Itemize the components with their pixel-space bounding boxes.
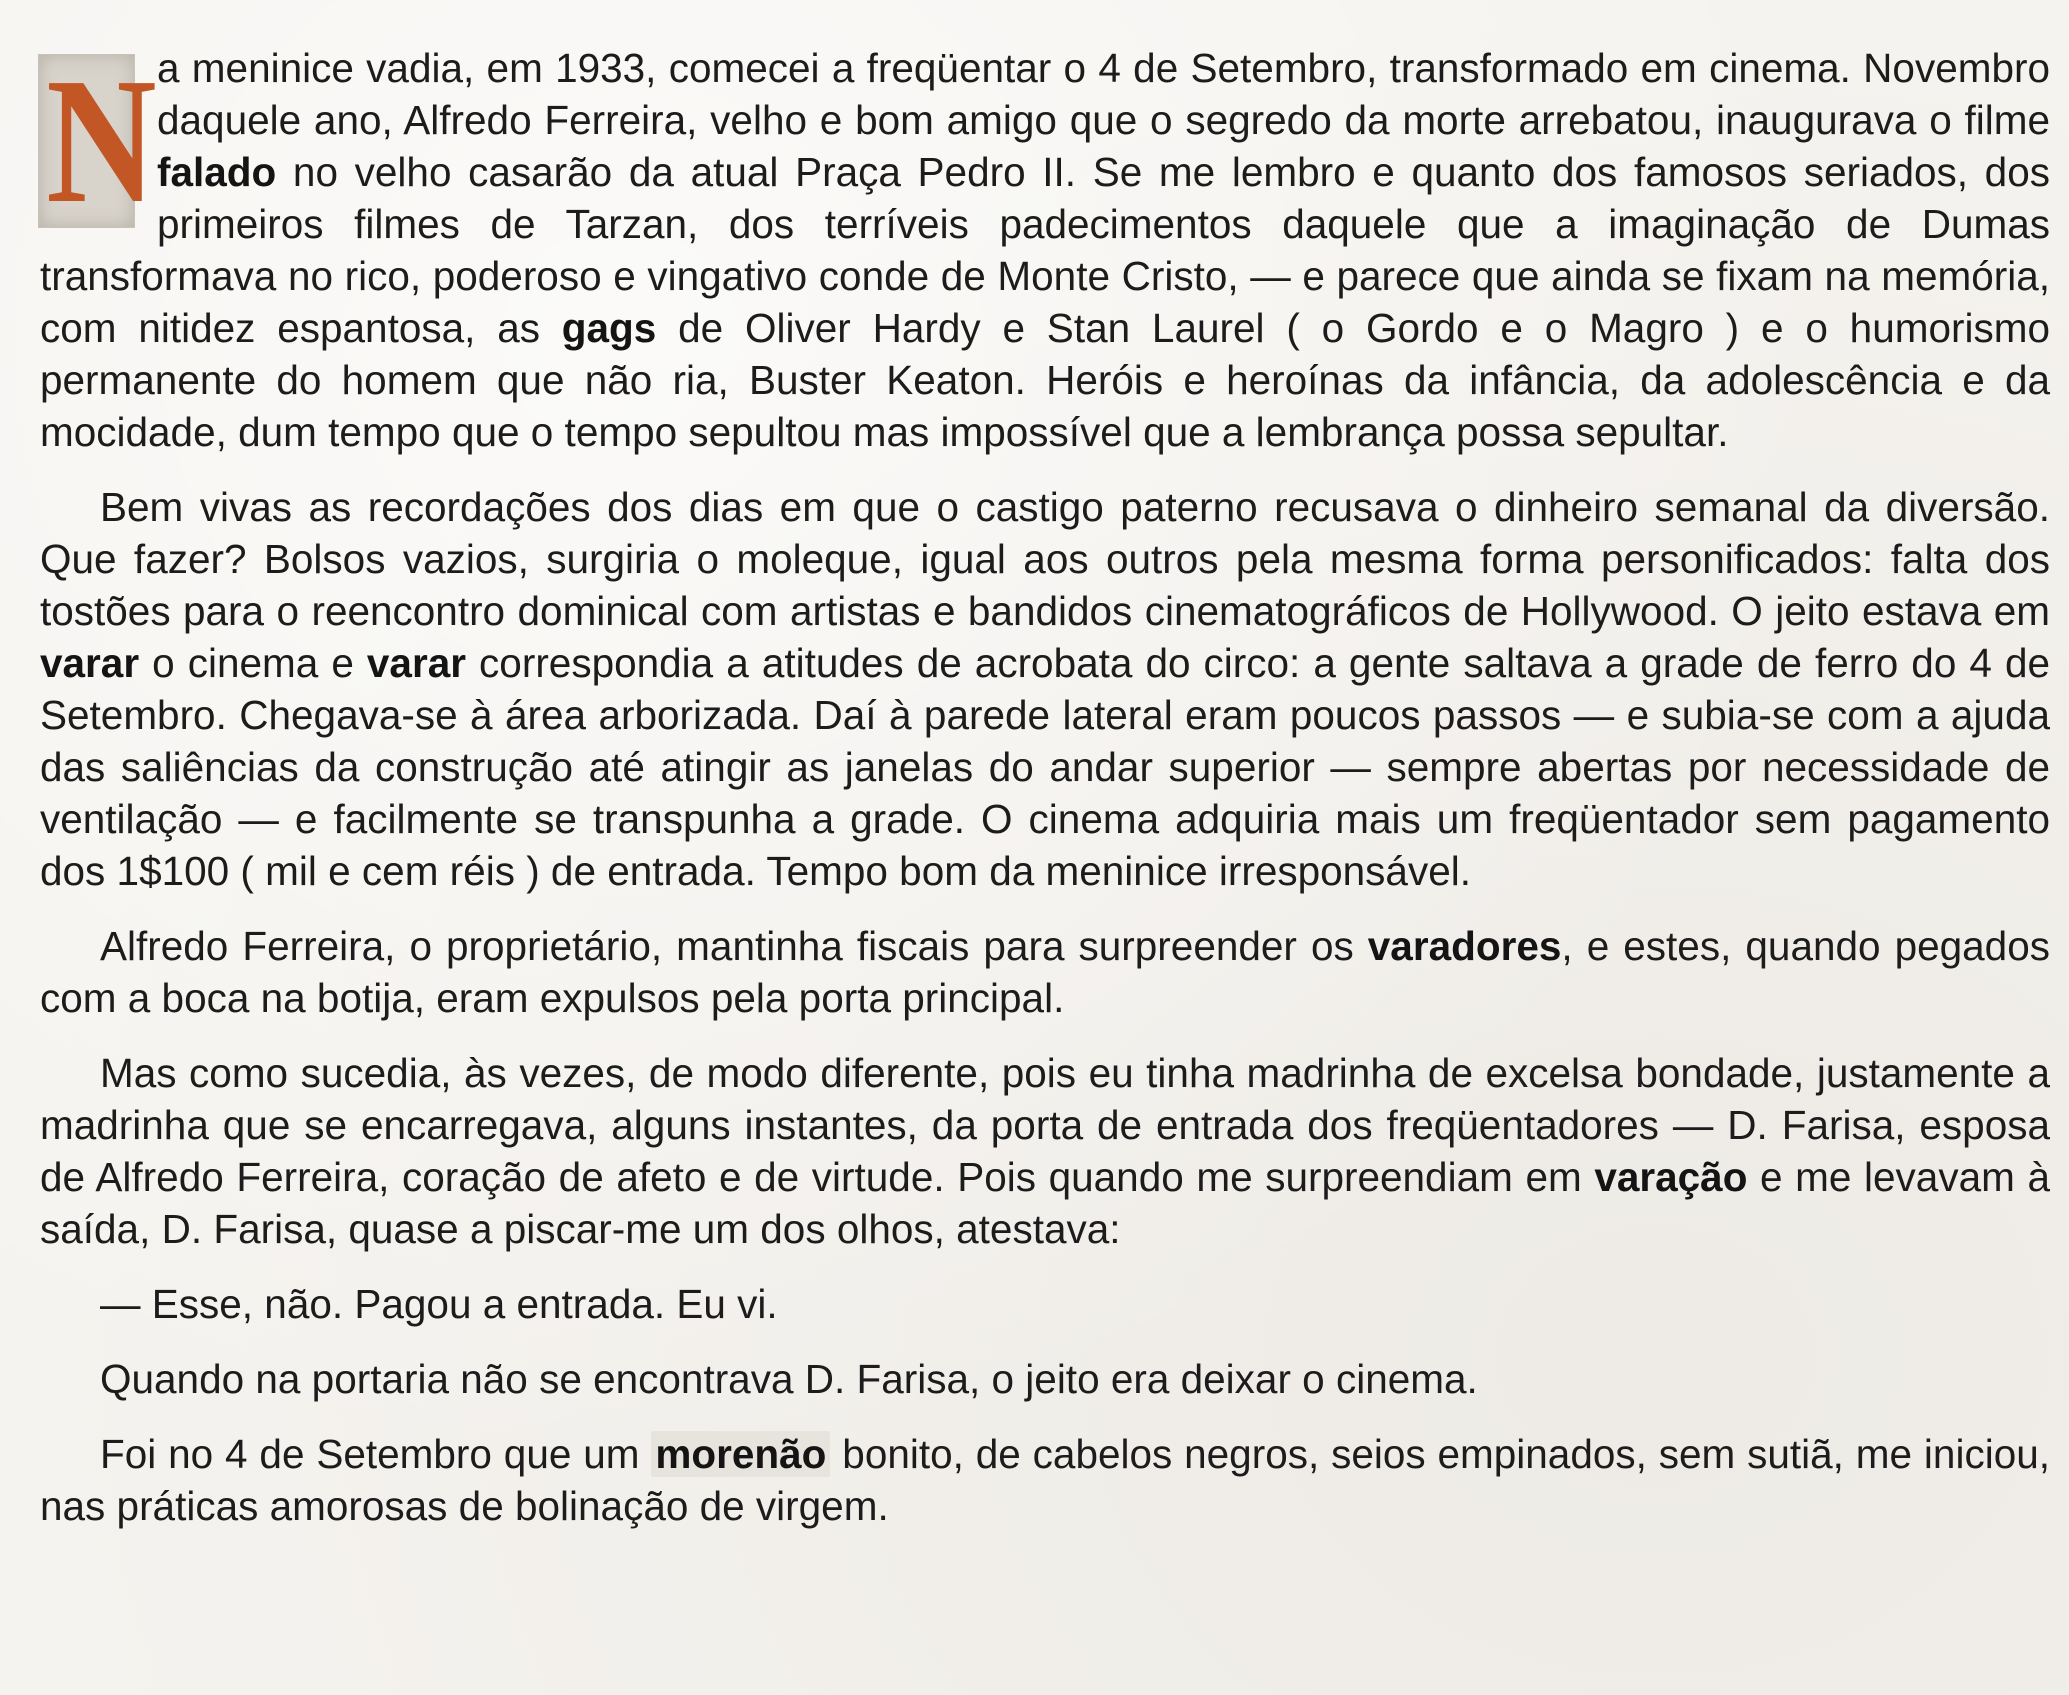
bold-term: varação [1594, 1154, 1748, 1200]
text-run: Foi no 4 de Setembro que um [100, 1431, 652, 1477]
text-run: Alfredo Ferreira, o proprietário, mantinha fiscais para surpreender os [100, 923, 1368, 969]
paragraph [40, 481, 2050, 897]
bold-term: varar [366, 640, 467, 686]
paragraph [40, 920, 2050, 1024]
text-run: , e estes, quando pegados com a boca na botija, eram expulsos pela porta principal. [40, 923, 2050, 1021]
bold-term: varadores [1367, 923, 1562, 969]
text-run: e me levavam à saída, D. Farisa, quase a piscar-me um dos olhos, atestava: [40, 1154, 2050, 1252]
dropcap [38, 41, 157, 240]
bold-term: gags [561, 305, 657, 351]
text-run: a meninice vadia, em 1933, comecei a freqüentar o 4 de Setembro, transformado em cinema. Novembro daquele ano, Alfredo Ferreira, velho e bom amigo que o segredo da morte arrebatou, inaugurava o filme [157, 45, 2050, 143]
text-run: de Oliver Hardy e Stan Laurel ( o Gordo e o Magro ) e o humorismo permanente do homem que não ria, Buster Keaton. Heróis e heroínas da infância, da adolescência e da mocidade, dum tempo que o tempo sepultou mas impossível que a lembrança possa sepultar. [40, 305, 2050, 455]
paragraph [40, 42, 2050, 458]
article-body [40, 42, 2050, 1555]
bold-term: falado [157, 149, 277, 195]
text-run: Quando na portaria não se encontrava D. Farisa, o jeito era deixar o cinema. [100, 1356, 1478, 1402]
dropcap-letter: N [46, 41, 157, 240]
text-run: Bem vivas as recordações dos dias em que o castigo paterno recusava o dinheiro semanal da diversão. Que fazer? Bolsos vazios, surgiria o moleque, igual aos outros pela mesma forma personificados: falta dos tostões para o reencontro dominical com artistas e bandidos cinematográficos de Hollywood. O jeito estava em [40, 484, 2050, 634]
text-run: bonito, de cabelos negros, seios empinados, sem sutiã, me iniciou, nas práticas amorosas de bolinação de virgem. [40, 1431, 2050, 1529]
text-run: — Esse, não. Pagou a entrada. Eu vi. [100, 1281, 778, 1327]
text-run: o cinema e [139, 640, 367, 686]
text-run: Mas como sucedia, às vezes, de modo diferente, pois eu tinha madrinha de excelsa bondade, justamente a madrinha que se encarregava, alguns instantes, da porta de entrada dos freqüentadores — D. Farisa, esposa de Alfredo Ferreira, coração de afeto e de virtude. Pois quando me surpreendiam em [40, 1050, 2050, 1200]
paragraph [40, 1428, 2050, 1532]
bold-term: varar [40, 640, 140, 686]
bold-term: morenão [651, 1431, 830, 1477]
paragraph [40, 1278, 2050, 1330]
text-run: correspondia a atitudes de acrobata do circo: a gente saltava a grade de ferro do 4 de Setembro. Chegava-se à área arborizada. Daí à parede lateral eram poucos passos — e subia-se com a ajuda das saliências da construção até atingir as janelas do andar superior — sempre abertas por necessidade de ventilação — e facilmente se transpunha a grade. O cinema adquiria mais um freqüentador sem pagamento dos 1$100 ( mil e cem réis ) de entrada. Tempo bom da meninice irresponsável. [40, 640, 2051, 894]
paragraph [40, 1047, 2050, 1255]
paragraph [40, 1353, 2050, 1405]
text-run: no velho casarão da atual Praça Pedro II. Se me lembro e quanto dos famosos seriados, dos primeiros filmes de Tarzan, dos terríveis padecimentos daquele que a imaginação de Dumas transformava no rico, poderoso e vingativo conde de Monte Cristo, — e parece que ainda se fixam na memória, com nitidez espantosa, as [40, 149, 2050, 351]
